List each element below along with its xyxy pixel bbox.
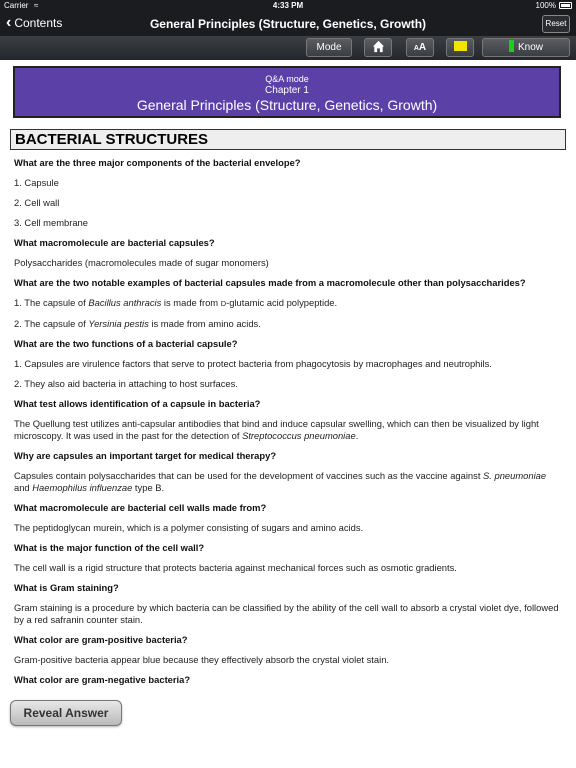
answer-segment: The peptidoglycan murein, which is a polymer consisting of sugars and amino acids. <box>14 522 364 533</box>
answer-segment: 2. Cell wall <box>14 197 60 208</box>
answer-segment: type B. <box>132 482 165 493</box>
question-text: What color are gram-negative bacteria? <box>14 674 191 685</box>
question-text: What macromolecule are bacterial capsules? <box>14 237 215 248</box>
question-text: What test allows identification of a capsule in bacteria? <box>14 398 261 409</box>
answer-segment: Gram staining is a procedure by which bacteria can be classified by the ability of the cell wall to absorb a crystal violet dye, followed by a red safranin counter stain. <box>14 602 559 625</box>
answer-text <box>14 562 564 574</box>
answer-segment: 2. The capsule of <box>14 318 89 329</box>
answer-text <box>14 217 564 229</box>
nav-title: General Principles (Structure, Genetics, Growth) <box>149 17 427 31</box>
answer-italic-term: S. pneumoniae <box>483 470 547 481</box>
answer-italic-term: Streptococcus pneumoniae <box>242 430 356 441</box>
question-text: What is Gram staining? <box>14 582 119 593</box>
reveal-answer-button[interactable]: Reveal Answer <box>10 700 122 726</box>
answer-segment: and <box>14 482 33 493</box>
answer-segment: 3. Cell membrane <box>14 217 88 228</box>
answer-italic-term: Bacillus anthracis <box>88 297 162 308</box>
answer-segment: 1. The capsule of <box>14 297 89 308</box>
toolbar <box>0 36 576 60</box>
answer-segment: 1. Capsules are virulence factors that serve to protect bacteria from phagocytosis by macrophages and neutrophils. <box>14 358 492 369</box>
answer-text <box>14 297 564 310</box>
status-bar <box>0 0 576 12</box>
qa-content <box>14 157 564 694</box>
note-icon <box>454 41 467 51</box>
mode-button[interactable]: Mode <box>306 38 352 57</box>
answer-segment: is made from amino acids. <box>148 318 261 329</box>
answer-text <box>14 177 564 189</box>
answer-text <box>14 654 564 666</box>
answer-text <box>14 470 564 494</box>
question-text: What are the two functions of a bacterial capsule? <box>14 338 238 349</box>
question-text: What are the two notable examples of bacterial capsules made from a macromolecule other than polysaccharides? <box>14 277 526 288</box>
answer-segment: The cell wall is a rigid structure that protects bacteria against mechanical forces such as osmotic gradients. <box>14 562 457 573</box>
answer-text <box>14 318 564 330</box>
answer-segment: 2. They also aid bacteria in attaching to host surfaces. <box>14 378 238 389</box>
know-button[interactable] <box>482 38 570 57</box>
question-text: What macromolecule are bacterial cell walls made from? <box>14 502 267 513</box>
answer-text <box>14 257 564 269</box>
chapter-header <box>13 66 561 118</box>
answer-italic-term: Haemophilus influenzae <box>32 482 133 493</box>
answer-segment: Capsules contain polysaccharides that can be used for the development of vaccines such as the vaccine against <box>14 470 484 481</box>
answer-segment: 1. Capsule <box>14 177 59 188</box>
note-button[interactable] <box>446 38 474 57</box>
chevron-left-icon: ‹ <box>6 14 12 31</box>
answer-text <box>14 197 564 209</box>
answer-text <box>14 378 564 390</box>
reset-button[interactable]: Reset <box>542 15 570 33</box>
battery-percent: 100% <box>535 1 556 10</box>
question-text: What is the major function of the cell wall? <box>14 542 205 553</box>
home-icon <box>372 40 385 53</box>
chapter-mode: Q&A mode <box>265 74 309 84</box>
answer-text <box>14 602 564 626</box>
answer-segment: D <box>220 299 227 308</box>
carrier-label: Carrier <box>4 1 29 10</box>
answer-text <box>14 522 564 534</box>
answer-text <box>14 418 564 442</box>
answer-segment: . <box>355 430 359 441</box>
font-size-button[interactable] <box>406 38 434 57</box>
answer-segment: Gram-positive bacteria appear blue because they effectively absorb the crystal violet stain. <box>14 654 390 665</box>
question-text: Why are capsules an important target for medical therapy? <box>14 450 277 461</box>
wifi-icon: ≈ <box>34 1 39 10</box>
font-size-small-label: A <box>413 45 419 52</box>
status-time: 4:33 PM <box>272 1 304 10</box>
answer-text <box>14 358 564 370</box>
back-label: Contents <box>14 16 63 30</box>
question-text: What are the three major components of the bacterial envelope? <box>14 157 301 168</box>
answer-segment: The Quellung test utilizes anti-capsular antibodies that bind and induce capsular swelling, which can then be visualized by light microscopy. It was used in the past for the detection of <box>14 418 539 441</box>
answer-segment: Polysaccharides (macromolecules made of sugar monomers) <box>14 257 269 268</box>
nav-bar <box>0 12 576 36</box>
font-size-big-label: A <box>418 42 427 53</box>
answer-segment: -glutamic acid polypeptide. <box>226 297 338 308</box>
battery-icon <box>559 2 572 9</box>
answer-segment: is made from <box>161 297 221 308</box>
know-label: Know <box>517 42 543 53</box>
chapter-title: General Principles (Structure, Genetics, Growth) <box>136 97 438 113</box>
question-text: What color are gram-positive bacteria? <box>14 634 188 645</box>
section-title: BACTERIAL STRUCTURES <box>10 129 566 150</box>
back-button[interactable] <box>6 16 62 30</box>
chapter-number: Chapter 1 <box>265 85 309 96</box>
know-indicator-icon <box>509 40 514 52</box>
home-button[interactable] <box>364 38 392 57</box>
answer-italic-term: Yersinia pestis <box>88 318 149 329</box>
